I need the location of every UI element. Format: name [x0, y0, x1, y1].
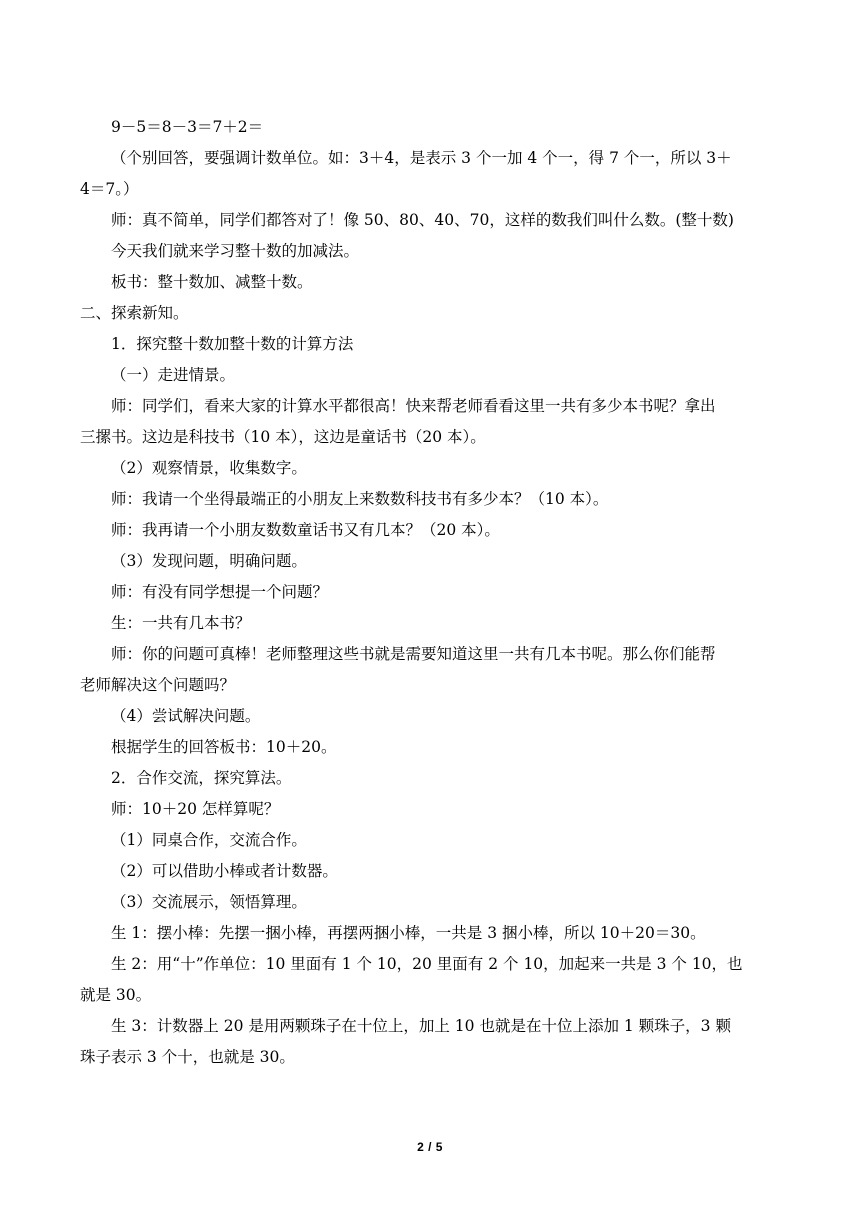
text-line: 二、探索新知。: [80, 304, 189, 322]
text-line: 板书：整十数加、减整十数。: [111, 273, 313, 291]
text-line: 师：同学们，看来大家的计算水平都很高！快来帮老师看看这里一共有多少本书呢？拿出: [111, 397, 716, 415]
text-line: 珠子表示 3 个十，也就是 30。: [80, 1048, 295, 1066]
text-line: （一）走进情景。: [111, 366, 236, 384]
text-line: 1．探究整十数加整十数的计算方法: [111, 335, 354, 353]
text-line: 老师解决这个问题吗？: [80, 676, 236, 694]
text-line: （1）同桌合作，交流合作。: [111, 831, 307, 849]
document-body: [80, 112, 780, 1073]
text-line: （个别回答，要强调计数单位。如：3＋4，是表示 3 个一加 4 个一，得 7 个一，所以 3＋: [111, 149, 732, 167]
text-line: （3）发现问题，明确问题。: [111, 552, 307, 570]
text-line: 4＝7。）: [80, 180, 139, 198]
text-line: 就是 30。: [80, 986, 152, 1004]
text-line: 生 2：用“十”作单位：10 里面有 1 个 10，20 里面有 2 个 10，加起来一共是 3 个 10，也: [111, 955, 743, 973]
text-line: 2．合作交流，探究算法。: [111, 769, 292, 787]
text-line: 师：你的问题可真棒！老师整理这些书就是需要知道这里一共有几本书呢。那么你们能帮: [111, 645, 716, 663]
text-line: （2）可以借助小棒或者计数器。: [111, 862, 338, 880]
text-line: 师：有没有同学想提一个问题？: [111, 583, 329, 601]
text-line: 师：我再请一个小朋友数数童话书又有几本？（20 本）。: [111, 521, 500, 539]
text-line: 三摞书。这边是科技书（10 本），这边是童话书（20 本）。: [80, 428, 486, 446]
text-line: 师：10＋20 怎样算呢？: [111, 800, 280, 818]
text-line: 师：我请一个坐得最端正的小朋友上来数数科技书有多少本？（10 本）。: [111, 490, 609, 508]
text-line: 9－5＝8－3＝7＋2＝: [111, 118, 264, 136]
text-line: 生 1：摆小棒：先摆一捆小棒，再摆两捆小棒，一共是 3 捆小棒，所以 10＋20＝30。: [111, 924, 706, 942]
text-line: （4）尝试解决问题。: [111, 707, 261, 725]
text-line: （2）观察情景，收集数字。: [111, 459, 307, 477]
page-number: 2 / 5: [417, 1140, 443, 1154]
text-line: 生 3：计数器上 20 是用两颗珠子在十位上，加上 10 也就是在十位上添加 1 颗珠子，3 颗: [111, 1017, 731, 1035]
text-line: （3）交流展示，领悟算理。: [111, 893, 307, 911]
text-line: 今天我们就来学习整十数的加减法。: [111, 242, 360, 260]
text-line: 师：真不简单，同学们都答对了！像 50、80、40、70，这样的数我们叫什么数。(整十数): [111, 211, 734, 229]
text-line: 生：一共有几本书？: [111, 614, 251, 632]
text-line: 根据学生的回答板书：10＋20。: [111, 738, 337, 756]
